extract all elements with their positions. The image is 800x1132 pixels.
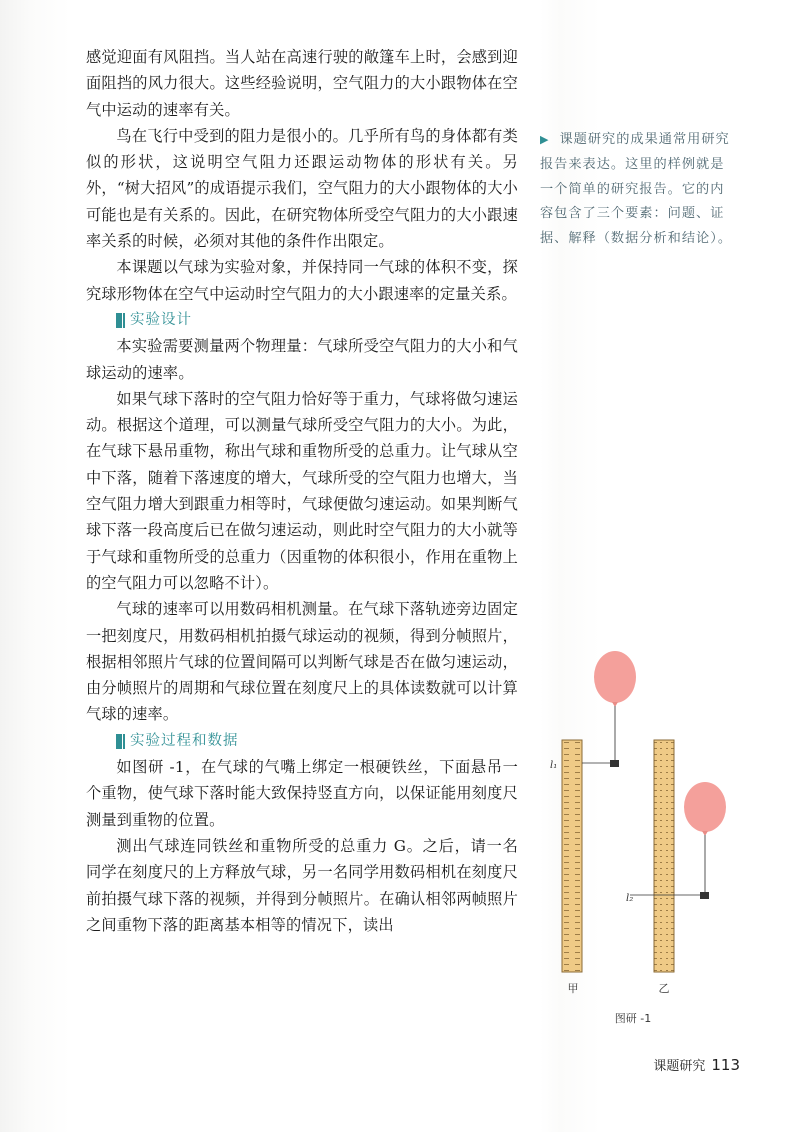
- section-marker-icon: [116, 313, 126, 328]
- paragraph: 如果气球下落时的空气阻力恰好等于重力，气球将做匀速运动。根据这个道理，可以测量气球所受空气阻力的大小。为此，在气球下悬吊重物，称出气球和重物所受的总重力。让气球从空中下落，随着下落速度的增大，气球所受的空气阻力也增大，当空气阻力增大到跟重力相等时，气球便做匀速运动。如果判断气球下落一段高度后已在做匀速运动，则此时空气阻力的大小就等于气球和重物所受的总重力（因重物的体积很小，作用在重物上的空气阻力可以忽略不计）。: [86, 389, 518, 592]
- paragraph: 鸟在飞行中受到的阻力是很小的。几乎所有鸟的身体都有类似的形状，这说明空气阻力还跟运动物体的形状有关。另外，“树大招风”的成语提示我们，空气阻力的大小跟物体的大小可能也是有关系的。因此，在研究物体所受空气阻力的大小跟速率关系的时候，必须对其他的条件作出限定。: [86, 126, 518, 251]
- margin-note-text: 课题研究的成果通常用研究报告来表达。这里的样例就是一个简单的研究报告。它的内容包含了三个要素：问题、证据、解释（数据分析和结论）。: [540, 132, 733, 247]
- label-left-jia: 甲: [567, 982, 579, 995]
- figure-caption: 图研 -1: [614, 1012, 652, 1025]
- page-number: 113: [711, 1056, 740, 1074]
- page-footer: [620, 1055, 740, 1074]
- triangle-bullet-icon: ▶: [540, 133, 550, 146]
- section-heading-design: [86, 307, 518, 333]
- section-heading-text: 实验过程和数据: [130, 732, 239, 749]
- main-text-column: [86, 44, 518, 938]
- balloon-figure: [540, 640, 750, 1030]
- paragraph: 本实验需要测量两个物理量：气球所受空气阻力的大小和气球运动的速率。: [86, 337, 518, 382]
- label-l1: l₁: [550, 760, 558, 771]
- balloon-right: [630, 782, 726, 899]
- label-right-yi: 乙: [658, 982, 670, 995]
- paragraph: 如图研 -1，在气球的气嘴上绑定一根硬铁丝，下面悬吊一个重物，使气球下落时能大致保持竖直方向，以保证能用刻度尺测量到重物的位置。: [86, 758, 518, 829]
- paragraph: 气球的速率可以用数码相机测量。在气球下落轨迹旁边固定一把刻度尺，用数码相机拍摄气球运动的视频，得到分帧照片，根据相邻照片气球的位置间隔可以判断气球是否在做匀速运动，由分帧照片的周期和气球位置在刻度尺上的具体读数就可以计算气球的速率。: [86, 600, 518, 724]
- paragraph: 测出气球连同铁丝和重物所受的总重力 G。之后，请一名同学在刻度尺的上方释放气球，另一名同学用数码相机在刻度尺前拍摄气球下落的视频，并得到分帧照片。在确认相邻两帧照片之间重物下落的距离基本相等的情况下，读出: [86, 836, 518, 934]
- margin-note: [540, 128, 736, 252]
- ruler-left: [562, 740, 582, 972]
- section-marker-icon: [116, 734, 126, 749]
- ruler-right: [654, 740, 674, 972]
- paragraph: 本课题以气球为实验对象，并保持同一气球的体积不变，探究球形物体在空气中运动时空气阻力的大小跟速率的定量关系。: [86, 258, 518, 303]
- label-l2: l₂: [626, 893, 634, 904]
- section-heading-text: 实验设计: [130, 311, 192, 328]
- section-heading-process: [86, 728, 518, 754]
- balloon-left: [582, 651, 636, 767]
- paragraph: 感觉迎面有风阻挡。当人站在高速行驶的敞篷车上时，会感到迎面阻挡的风力很大。这些经验说明，空气阻力的大小跟物体在空气中运动的速率有关。: [86, 48, 518, 119]
- footer-section-title: 课题研究: [653, 1059, 706, 1074]
